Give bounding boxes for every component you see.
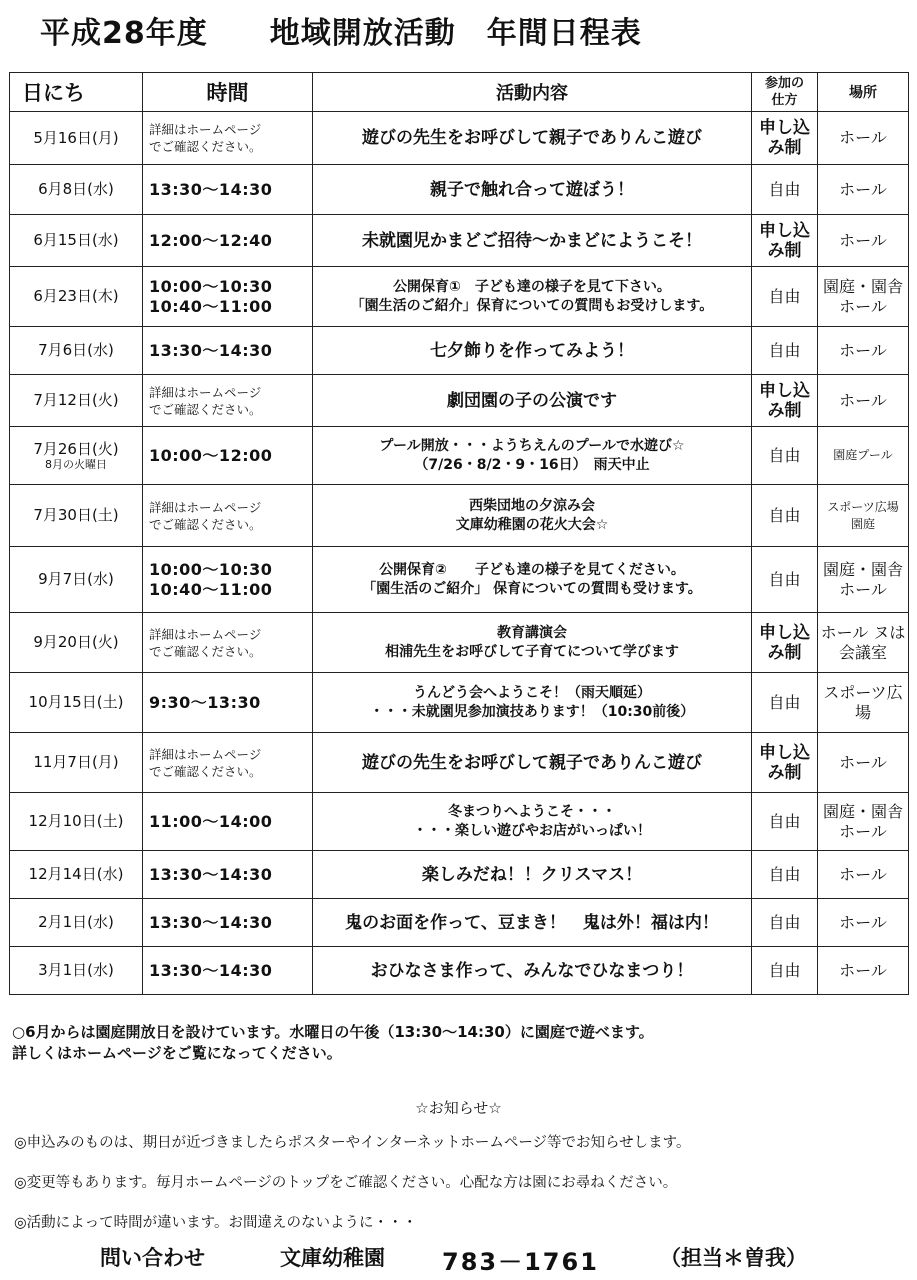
cell-participation: 自由: [752, 793, 818, 851]
cell-content: 教育講演会 相浦先生をお呼びして子育てについて学びます: [313, 613, 752, 673]
date-text: 10月15日(土): [28, 693, 124, 711]
cell-time: 詳細はホームページ でご確認ください。: [143, 733, 313, 793]
cell-date: [10, 851, 143, 899]
cell-content: 劇団園の子の公演です: [313, 375, 752, 427]
note-line-1: ○6月からは園庭開放日を設けています。水曜日の午後（13:30～14:30）に園庭で遊べます。: [12, 1023, 654, 1041]
table-row: [10, 547, 909, 613]
cell-time: 13:30～14:30: [143, 165, 313, 215]
cell-content: プール開放・・・ようちえんのプールで水遊び☆ （7/26・8/2・9・16日） 雨天中止: [313, 427, 752, 485]
cell-place: 園庭プール: [818, 427, 909, 485]
cell-time: 詳細はホームページ でご確認ください。: [143, 613, 313, 673]
contact-name: 文庫幼稚園: [280, 1246, 385, 1270]
cell-time: 13:30～14:30: [143, 947, 313, 995]
table-row: [10, 427, 909, 485]
date-text: 7月12日(火): [33, 391, 119, 409]
table-row: [10, 899, 909, 947]
table-row: [10, 793, 909, 851]
date-text: 6月8日(水): [38, 180, 114, 198]
date-text: 9月7日(水): [38, 570, 114, 588]
date-text: 2月1日(水): [38, 913, 114, 931]
cell-time: 12:00～12:40: [143, 215, 313, 267]
cell-date: [10, 793, 143, 851]
date-text: 7月6日(水): [38, 341, 114, 359]
cell-date: [10, 547, 143, 613]
cell-participation: 自由: [752, 267, 818, 327]
header-date: 日にち: [10, 73, 143, 112]
cell-participation: 自由: [752, 485, 818, 547]
cell-place: 園庭・園舎ホール: [818, 793, 909, 851]
header-row: [10, 73, 909, 112]
cell-date: [10, 267, 143, 327]
table-row: [10, 733, 909, 793]
cell-time: 13:30～14:30: [143, 851, 313, 899]
cell-content: 未就園児かまどご招待～かまどにようこそ！: [313, 215, 752, 267]
cell-place: ホール: [818, 215, 909, 267]
cell-time: 11:00～14:00: [143, 793, 313, 851]
cell-participation: 申し込み制: [752, 613, 818, 673]
date-text: 9月20日(火): [33, 633, 119, 651]
table-row: [10, 327, 909, 375]
notice-item: ◎活動によって時間が違います。お間違えのないように・・・: [14, 1215, 417, 1231]
cell-time: 詳細はホームページ でご確認ください。: [143, 485, 313, 547]
cell-time: 詳細はホームページ でご確認ください。: [143, 112, 313, 165]
cell-date: [10, 165, 143, 215]
date-text: 12月14日(水): [28, 865, 124, 883]
date-text: 7月30日(土): [33, 506, 119, 524]
cell-content: 遊びの先生をお呼びして親子でありんこ遊び: [313, 112, 752, 165]
cell-place: ホール: [818, 165, 909, 215]
cell-date: [10, 112, 143, 165]
header-participation: 参加の 仕方: [752, 73, 818, 112]
cell-time: 13:30～14:30: [143, 327, 313, 375]
cell-participation: 申し込み制: [752, 215, 818, 267]
header-place: 場所: [818, 73, 909, 112]
cell-place: ホール: [818, 899, 909, 947]
cell-participation: 申し込み制: [752, 112, 818, 165]
table-row: [10, 165, 909, 215]
cell-participation: 自由: [752, 427, 818, 485]
cell-participation: 申し込み制: [752, 375, 818, 427]
cell-participation: 申し込み制: [752, 733, 818, 793]
cell-content: 楽しみだね！！クリスマス！: [313, 851, 752, 899]
cell-place: ホール: [818, 375, 909, 427]
cell-place: スポーツ広場: [818, 673, 909, 733]
open-garden-note: [12, 1022, 907, 1064]
cell-participation: 自由: [752, 165, 818, 215]
date-text: 3月1日(水): [38, 961, 114, 979]
header-content: 活動内容: [313, 73, 752, 112]
date-text: 6月15日(水): [33, 231, 119, 249]
cell-place: ホール: [818, 947, 909, 995]
notice-title: ☆お知らせ☆: [415, 1099, 502, 1117]
date-text: 5月16日(月): [33, 128, 119, 147]
cell-participation: 自由: [752, 547, 818, 613]
cell-date: [10, 215, 143, 267]
cell-participation: 自由: [752, 947, 818, 995]
cell-date: [10, 613, 143, 673]
cell-place: スポーツ広場 園庭: [818, 485, 909, 547]
table-row: [10, 215, 909, 267]
cell-place: 園庭・園舎ホール: [818, 267, 909, 327]
contact-staff: （担当＊曽我）: [660, 1246, 807, 1270]
table-row: [10, 112, 909, 165]
cell-place: ホール: [818, 851, 909, 899]
cell-content: 西柴団地の夕涼み会 文庫幼稚園の花火大会☆: [313, 485, 752, 547]
cell-date: [10, 947, 143, 995]
cell-content: 鬼のお面を作って、豆まき！ 鬼は外！福は内！: [313, 899, 752, 947]
cell-place: ホール: [818, 733, 909, 793]
notice-item: ◎変更等もあります。毎月ホームページのトップをご確認ください。心配な方は園にお尋ねください。: [14, 1175, 678, 1191]
date-note: 8月の火曜日: [45, 457, 107, 471]
cell-participation: 自由: [752, 673, 818, 733]
cell-content: 遊びの先生をお呼びして親子でありんこ遊び: [313, 733, 752, 793]
page-title: 平成28年度 地域開放活動 年間日程表: [40, 16, 642, 51]
date-text: 11月7日(月): [33, 753, 119, 771]
cell-date: [10, 327, 143, 375]
cell-time: 10:00～10:30 10:40～11:00: [143, 547, 313, 613]
schedule-table: [9, 72, 909, 995]
table-row: [10, 947, 909, 995]
contact-phone: 783－1761: [442, 1248, 599, 1276]
cell-time: 詳細はホームページ でご確認ください。: [143, 375, 313, 427]
cell-time: 13:30～14:30: [143, 899, 313, 947]
cell-date: [10, 427, 143, 485]
cell-content: おひなさま作って、みんなでひなまつり！: [313, 947, 752, 995]
note-line-2: 詳しくはホームページをご覧になってください。: [12, 1044, 342, 1062]
cell-date: [10, 375, 143, 427]
notice-item: ◎申込みのものは、期日が近づきましたらポスターやインターネットホームページ等でお知らせします。: [14, 1135, 691, 1151]
cell-content: 公開保育② 子ども達の様子を見てください。 「園生活のご紹介」 保育についての質問も受けます。: [313, 547, 752, 613]
table-row: [10, 673, 909, 733]
table-row: [10, 613, 909, 673]
cell-content: 冬まつりへようこそ・・・ ・・・楽しい遊びやお店がいっぱい！: [313, 793, 752, 851]
cell-date: [10, 899, 143, 947]
cell-content: 親子で触れ合って遊ぼう！: [313, 165, 752, 215]
cell-date: [10, 673, 143, 733]
cell-date: [10, 733, 143, 793]
table-row: [10, 485, 909, 547]
cell-place: ホール: [818, 112, 909, 165]
cell-place: 園庭・園舎ホール: [818, 547, 909, 613]
table-row: [10, 267, 909, 327]
date-text: 7月26日(火): [33, 439, 119, 458]
table-row: [10, 851, 909, 899]
cell-time: 9:30～13:30: [143, 673, 313, 733]
contact-label: 問い合わせ: [100, 1246, 205, 1270]
cell-place: ホール ヌは会議室: [818, 613, 909, 673]
date-text: 6月23日(木): [33, 287, 119, 305]
cell-content: 七夕飾りを作ってみよう！: [313, 327, 752, 375]
date-text: 12月10日(土): [28, 812, 124, 830]
cell-participation: 自由: [752, 327, 818, 375]
cell-place: ホール: [818, 327, 909, 375]
cell-content: うんどう会へようこそ！（雨天順延） ・・・未就園児参加演技あります！（10:30前後）: [313, 673, 752, 733]
cell-time: 10:00～12:00: [143, 427, 313, 485]
cell-content: 公開保育① 子ども達の様子を見て下さい。 「園生活のご紹介」保育についての質問もお受けします。: [313, 267, 752, 327]
header-time: 時間: [143, 73, 313, 112]
table-row: [10, 375, 909, 427]
cell-participation: 自由: [752, 899, 818, 947]
cell-time: 10:00～10:30 10:40～11:00: [143, 267, 313, 327]
cell-participation: 自由: [752, 851, 818, 899]
cell-date: [10, 485, 143, 547]
